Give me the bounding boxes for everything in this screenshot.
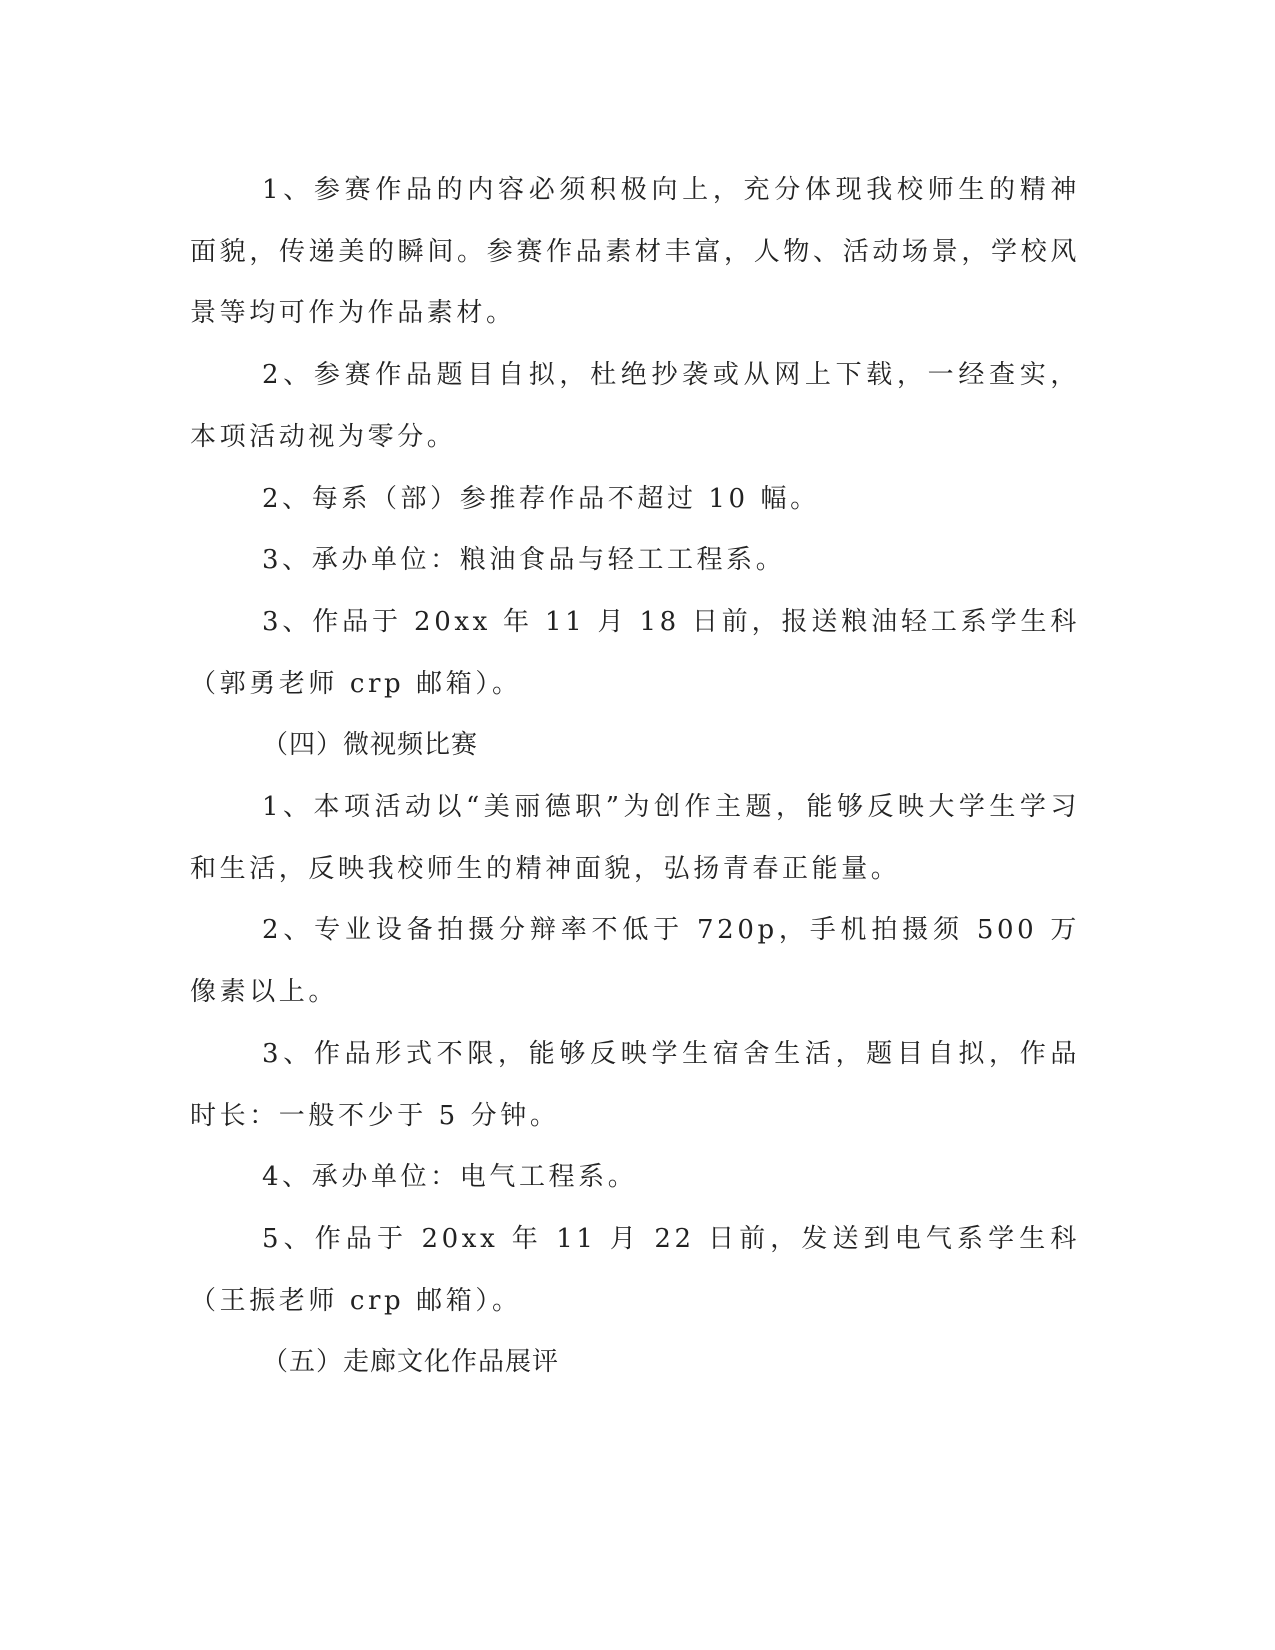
paragraph-video-organizer: 4、承办单位：电气工程系。 — [262, 1162, 638, 1193]
paragraph-video-format-duration: 3、作品形式不限，能够反映学生宿舍生活，题目自拟，作品时长：一般不少于 5 分钟。 — [190, 1038, 1080, 1131]
paragraph-video-deadline: 5、作品于 20xx 年 11 月 22 日前，发送到电气系学生科（王振老师 crp 邮箱）。 — [190, 1223, 1080, 1316]
paragraph-photo-content-requirements: 1、参赛作品的内容必须积极向上，充分体现我校师生的精神面貌，传递美的瞬间。参赛作品素材丰富，人物、活动场景，学校风景等均可作为作品素材。 — [190, 175, 1080, 329]
paragraph-photo-organizer: 3、承办单位：粮油食品与轻工工程系。 — [262, 545, 786, 576]
section-heading-micro-video: （四）微视频比赛 — [262, 730, 479, 761]
paragraph-photo-submission-limit: 2、每系（部）参推荐作品不超过 10 幅。 — [262, 483, 820, 514]
paragraph-video-resolution: 2、专业设备拍摄分辩率不低于 720p，手机拍摄须 500 万像素以上。 — [190, 915, 1080, 1008]
section-heading-corridor-culture: （五）走廊文化作品展评 — [262, 1347, 560, 1378]
paragraph-photo-deadline: 3、作品于 20xx 年 11 月 18 日前，报送粮油轻工系学生科（郭勇老师 crp 邮箱）。 — [190, 606, 1080, 699]
paragraph-video-theme: 1、本项活动以“美丽德职”为创作主题，能够反映大学生学习和生活，反映我校师生的精神面貌，弘扬青春正能量。 — [190, 792, 1080, 884]
paragraph-photo-title-originality: 2、参赛作品题目自拟，杜绝抄袭或从网上下载，一经查实，本项活动视为零分。 — [190, 360, 1080, 452]
document-body — [190, 160, 1080, 1394]
